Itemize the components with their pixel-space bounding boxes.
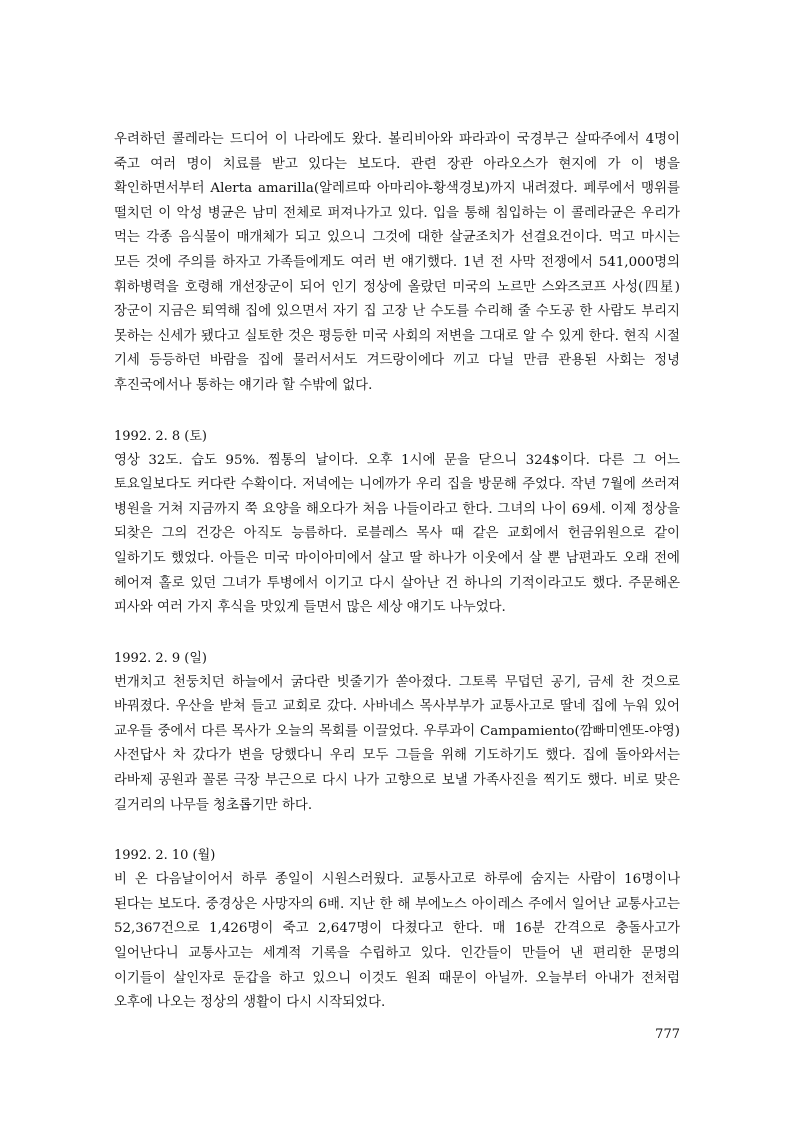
entry-date: 1992. 2. 8 (토) (114, 428, 207, 444)
diary-page (114, 128, 680, 1016)
page-number: 777 (655, 1027, 680, 1042)
entry-text: 영상 32도. 습도 95%. 찜통의 날이다. 오후 1시에 문을 닫으니 324$이다. 다른 그 어느 토요일보다도 커다란 수확이다. 저녁에는 니에까가 우리 집을 방문해 주었다. 작년 7월에 쓰러져 병원을 거쳐 지금까지 쭉 요양을 해오다가 처음 나들이라고 한다. 그녀의 나이 69세. 이제 정상을 되찾은 그의 건강은 아직도 능름하다. 로블레스 목사 때 같은 교회에서 헌금위원으로 같이 일하기도 했었다. 아들은 미국 마이아미에서 살고 딸 하나가 이웃에서 살 뿐 남편과도 오래 전에 헤어져 홀로 있던 그녀가 투병에서 이기고 다시 살아난 건 하나의 기적이라고도 했다. 주문해온 피사와 여러 가지 후식을 맛있게 들면서 많은 세상 얘기도 나누었다. (114, 452, 680, 616)
diary-entry-feb-10 (114, 844, 680, 1016)
entry-text: 번개치고 천둥치던 하늘에서 굵다란 빗줄기가 쏟아졌다. 그토록 무덥던 공기, 금세 찬 것으로 바꿔졌다. 우산을 받쳐 들고 교회로 갔다. 사바네스 목사부부가 교통사고로 딸네 집에 누워 있어 교우들 중에서 다른 목사가 오늘의 목회를 이끌었다. 우루과이 Campamiento(깜빠미엔또-야영) 사전답사 차 갔다가 변을 당했다니 우리 모두 그들을 위해 기도하기도 했다. 집에 돌아와서는 라바제 공원과 꼴론 극장 부근으로 다시 나가 고향으로 보낼 가족사진을 찍기도 했다. 비로 맞은 길거리의 나무들 청초롭기만 하다. (114, 674, 680, 813)
diary-entry-feb-9 (114, 647, 680, 819)
intro-paragraph: 우려하던 콜레라는 드디어 이 나라에도 왔다. 볼리비아와 파라과이 국경부근 살따주에서 4명이 죽고 여러 명이 치료를 받고 있다는 보도다. 관련 장관 아라오스가 현지에 가 이 병을 확인하면서부터 Alerta amarilla(알레르따 아마리야-황색경보)까지 내려졌다. 페루에서 맹위를 떨치던 이 악성 병균은 남미 전체로 퍼져나가고 있다. 입을 통해 침입하는 이 콜레라균은 우리가 먹는 각종 음식물이 매개체가 되고 있으니 그것에 대한 살균조치가 선결요건이다. 먹고 마시는 모든 것에 주의를 하자고 가족들에게도 여러 번 얘기했다. 1년 전 사막 전쟁에서 541,000명의 휘하병력을 호령해 개선장군이 되어 인기 정상에 올랐던 미국의 노르만 스와즈코프 사성(四星) 장군이 지금은 퇴역해 집에 있으면서 자기 집 고장 난 수도를 수리해 줄 수도공 한 사람도 부리지 못하는 신세가 됐다고 실토한 것은 평등한 미국 사회의 저변을 그대로 알 수 있게 한다. 현직 시절 기세 등등하던 바람을 집에 물러서서도 겨드랑이에다 끼고 다닐 만큼 관용된 사회는 정녕 후진국에서나 통하는 얘기라 할 수밖에 없다. (114, 132, 680, 393)
entry-date: 1992. 2. 9 (일) (114, 650, 207, 666)
diary-entry-feb-8 (114, 425, 680, 621)
entry-text: 비 온 다음날이어서 하루 종일이 시원스러웠다. 교통사고로 하루에 숨지는 사람이 16명이나 된다는 보도다. 중경상은 사망자의 6배. 지난 한 해 부에노스 아이레스 주에서 일어난 교통사고는 52,367건으로 1,426명이 죽고 2,647명이 다쳤다고 한다. 매 16분 간격으로 충돌사고가 일어난다니 교통사고는 세계적 기록을 수립하고 있다. 인간들이 만들어 낸 편리한 문명의 이기들이 살인자로 둔갑을 하고 있으니 이것도 원죄 때문이 아닐까. 오늘부터 아내가 전처럼 오후에 나오는 정상의 생활이 다시 시작되었다. (114, 872, 680, 1011)
entry-date: 1992. 2. 10 (월) (114, 848, 216, 864)
